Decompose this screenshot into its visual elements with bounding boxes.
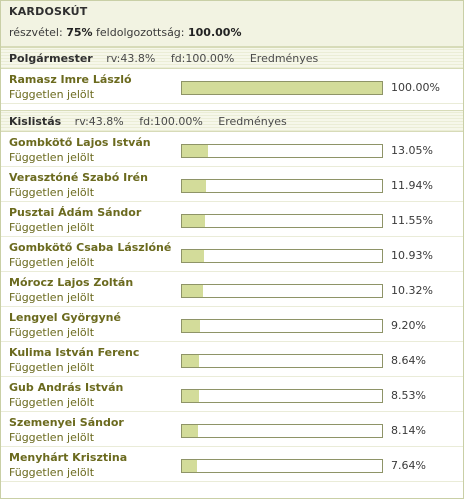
candidate-name: Ramasz Imre László	[9, 73, 132, 86]
candidate-name: Verasztóné Szabó Irén	[9, 171, 148, 184]
candidate-party: Független jelölt	[9, 151, 95, 164]
candidate-party: Független jelölt	[9, 88, 95, 101]
candidate-party: Független jelölt	[9, 221, 95, 234]
vote-share-fill	[182, 250, 204, 262]
turnout-line	[9, 26, 455, 39]
list-section-header	[1, 110, 463, 132]
candidate-party: Független jelölt	[9, 466, 95, 479]
vote-share-fill	[182, 145, 208, 157]
candidate-row	[1, 307, 463, 342]
vote-share-percent: 11.94%	[391, 179, 433, 192]
candidate-name: Gombkötő Csaba Lászlóné	[9, 241, 172, 254]
list-rv: rv:43.8%	[74, 115, 124, 128]
mayor-rv: rv:43.8%	[106, 52, 156, 65]
vote-share-percent: 8.53%	[391, 389, 426, 402]
vote-share-bar	[181, 459, 383, 473]
candidate-party: Független jelölt	[9, 256, 95, 269]
vote-share-bar	[181, 284, 383, 298]
vote-share-fill	[182, 390, 199, 402]
turnout-label: részvétel:	[9, 26, 63, 39]
vote-share-fill	[182, 180, 206, 192]
vote-share-fill	[182, 215, 205, 227]
mayor-status: Eredményes	[249, 52, 319, 65]
candidate-row	[1, 69, 463, 104]
mayor-section-header	[1, 47, 463, 69]
vote-share-percent: 13.05%	[391, 144, 433, 157]
candidate-name: Mórocz Lajos Zoltán	[9, 276, 134, 289]
candidate-party: Független jelölt	[9, 291, 95, 304]
vote-share-fill	[182, 82, 382, 94]
vote-share-bar	[181, 214, 383, 228]
candidate-name: Menyhárt Krisztina	[9, 451, 128, 464]
candidate-name: Gombkötő Lajos István	[9, 136, 151, 149]
candidate-row	[1, 167, 463, 202]
candidate-party: Független jelölt	[9, 431, 95, 444]
vote-share-fill	[182, 425, 198, 437]
candidate-party: Független jelölt	[9, 326, 95, 339]
vote-share-percent: 100.00%	[391, 81, 440, 94]
candidate-name: Gub András István	[9, 381, 124, 394]
vote-share-bar	[181, 319, 383, 333]
vote-share-bar	[181, 144, 383, 158]
vote-share-percent: 9.20%	[391, 319, 426, 332]
processed-label: feldolgozottság:	[96, 26, 185, 39]
candidate-row	[1, 132, 463, 167]
vote-share-bar	[181, 424, 383, 438]
candidate-row	[1, 412, 463, 447]
vote-share-percent: 7.64%	[391, 459, 426, 472]
processed-value: 100.00%	[188, 26, 242, 39]
vote-share-fill	[182, 460, 197, 472]
mayor-fd: fd:100.00%	[170, 52, 235, 65]
vote-share-bar	[181, 389, 383, 403]
vote-share-percent: 11.55%	[391, 214, 433, 227]
vote-share-bar	[181, 81, 383, 95]
list-fd: fd:100.00%	[139, 115, 203, 128]
vote-share-fill	[182, 355, 199, 367]
candidate-row	[1, 447, 463, 482]
settlement-name: KARDOSKÚT	[9, 5, 88, 18]
candidate-party: Független jelölt	[9, 396, 95, 409]
list-section-title: Kislistás	[9, 115, 62, 128]
vote-share-fill	[182, 285, 203, 297]
candidate-row	[1, 237, 463, 272]
vote-share-bar	[181, 249, 383, 263]
vote-share-bar	[181, 179, 383, 193]
vote-share-percent: 10.32%	[391, 284, 433, 297]
mayor-candidate-list	[1, 69, 463, 104]
candidate-row	[1, 377, 463, 412]
candidate-party: Független jelölt	[9, 186, 95, 199]
candidate-name: Pusztai Ádám Sándor	[9, 206, 142, 219]
vote-share-bar	[181, 354, 383, 368]
candidate-row	[1, 202, 463, 237]
candidate-name: Szemenyei Sándor	[9, 416, 124, 429]
candidate-name: Kulima István Ferenc	[9, 346, 140, 359]
turnout-value: 75%	[66, 26, 93, 39]
vote-share-percent: 10.93%	[391, 249, 433, 262]
vote-share-percent: 8.14%	[391, 424, 426, 437]
vote-share-percent: 8.64%	[391, 354, 426, 367]
candidate-row	[1, 272, 463, 307]
list-status: Eredményes	[218, 115, 287, 128]
candidate-party: Független jelölt	[9, 361, 95, 374]
list-candidate-list	[1, 132, 463, 482]
candidate-name: Lengyel Györgyné	[9, 311, 121, 324]
vote-share-fill	[182, 320, 200, 332]
mayor-section-title: Polgármester	[9, 52, 93, 65]
settlement-header	[1, 1, 463, 47]
candidate-row	[1, 342, 463, 377]
